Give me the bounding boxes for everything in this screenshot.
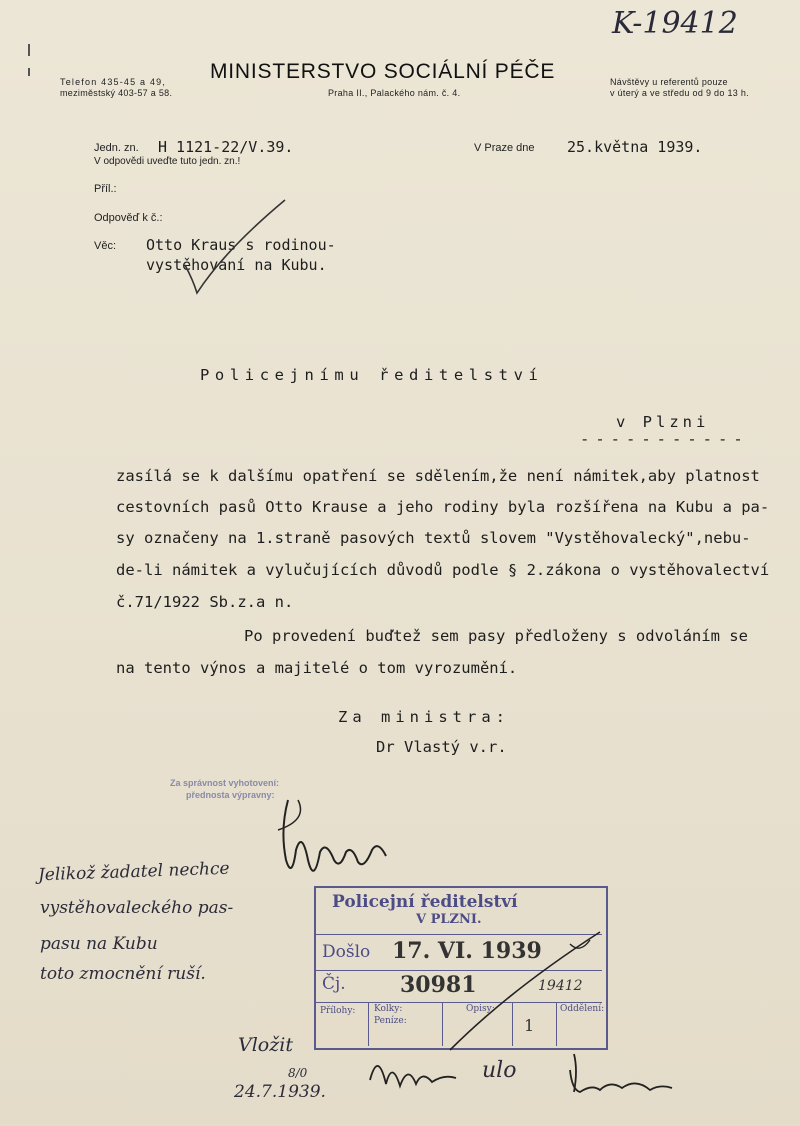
- handwritten-note-line-4: toto zmocnění ruší.: [40, 964, 206, 984]
- body-para2-line-2: na tento výnos a majitelé o tom vyrozumění.: [116, 659, 518, 677]
- body-line-4: de-li námitek a vylučujících důvodů podle § 2.zákona o vystěhovalectví: [116, 561, 770, 579]
- stamp-penize-label: Peníze:: [374, 1016, 407, 1026]
- handwritten-vlozit: Vložit: [238, 1034, 293, 1056]
- body-line-3: sy označeny na 1.straně pasových textů slovem "Vystěhovalecký",nebu-: [116, 529, 751, 547]
- addressee-line-2: v Plzni: [616, 413, 710, 431]
- addressee-underline: -----------: [580, 430, 749, 448]
- place-label: V Praze dne: [474, 142, 535, 154]
- handwritten-note-line-2: vystěhovaleckého pas-: [40, 898, 234, 918]
- body-line-2: cestovních pasů Otto Krause a jeho rodiny byla rozšířena na Kubu a pa-: [116, 498, 770, 516]
- stamp-cj-value: 30981: [400, 972, 477, 998]
- correctness-stamp-1: Za správnost vyhotovení:: [170, 778, 280, 788]
- stamp-cj-label: Čj.: [322, 974, 346, 994]
- letterhead-visits-1: Návštěvy u referentů pouze: [610, 77, 728, 87]
- stamp-doslo-label: Došlo: [322, 942, 371, 962]
- body-line-5: č.71/1922 Sb.z.a n.: [116, 593, 294, 611]
- handwritten-fraction: 8/0: [288, 1066, 308, 1080]
- stamp-opisy-value: 1: [524, 1016, 535, 1035]
- jedn-value: H 1121-22/V.39.: [158, 138, 294, 156]
- vec-line-2: vystěhování na Kubu.: [146, 256, 327, 274]
- correctness-stamp-2: přednosta výpravny:: [186, 790, 275, 800]
- date-value: 25.května 1939.: [567, 138, 703, 156]
- signatory-name: Dr Vlastý v.r.: [376, 738, 507, 756]
- odpoved-label: Odpověď k č.:: [94, 212, 163, 224]
- stamp-oddeleni-label: Oddělení:: [560, 1004, 605, 1014]
- body-line-1: zasílá se k dalšímu opatření se sdělením,že není námitek,aby platnost: [116, 467, 760, 485]
- letterhead-visits-2: v úterý a ve středu od 9 do 13 h.: [610, 88, 749, 98]
- handwritten-extra: ulo: [482, 1058, 517, 1083]
- vec-label: Věc:: [94, 240, 117, 252]
- za-ministra: Za ministra:: [338, 708, 510, 726]
- check-mark-icon: [175, 195, 295, 305]
- bottom-signature-scribbles: [360, 1040, 690, 1110]
- stamp-doslo-value: 17. VI. 1939: [392, 938, 542, 964]
- stamp-header: Policejní ředitelství: [332, 892, 518, 912]
- handwritten-note-line-1: Jelikož žadatel nechce: [37, 858, 230, 886]
- signature-scribble: [268, 790, 398, 900]
- stamp-prilohy-label: Přílohy:: [320, 1006, 356, 1016]
- handwritten-date: 24.7.1939.: [234, 1082, 326, 1102]
- stamp-kolky-label: Kolky:: [374, 1004, 403, 1014]
- stamp-cj-ref: 19412: [538, 978, 583, 994]
- punch-mark: [28, 68, 30, 76]
- jedn-note: V odpovědi uveďte tuto jedn. zn.!: [94, 156, 241, 167]
- letterhead-phone-2: meziměstský 403-57 a 58.: [60, 88, 173, 98]
- body-para2-line-1: Po provedení buďtež sem pasy předloženy s odvoláním se: [244, 627, 748, 645]
- letterhead-phone-1: Telefon 435-45 a 49,: [60, 77, 167, 87]
- addressee-line-1: Policejnímu ředitelství: [200, 366, 544, 384]
- handwritten-note-line-3: pasu na Kubu: [40, 934, 158, 954]
- vec-line-1: Otto Kraus s rodinou-: [146, 236, 336, 254]
- stamp-opisy-label: Opisy:: [466, 1004, 495, 1014]
- letterhead-address: Praha II., Palackého nám. č. 4.: [328, 88, 461, 98]
- letterhead-title: MINISTERSTVO SOCIÁLNÍ PÉČE: [210, 60, 556, 83]
- jedn-label: Jedn. zn.: [94, 142, 139, 154]
- stamp-city: V PLZNI.: [416, 912, 482, 927]
- archive-reference: K-19412: [612, 6, 738, 41]
- punch-mark: [28, 44, 30, 56]
- pril-label: Příl.:: [94, 183, 117, 195]
